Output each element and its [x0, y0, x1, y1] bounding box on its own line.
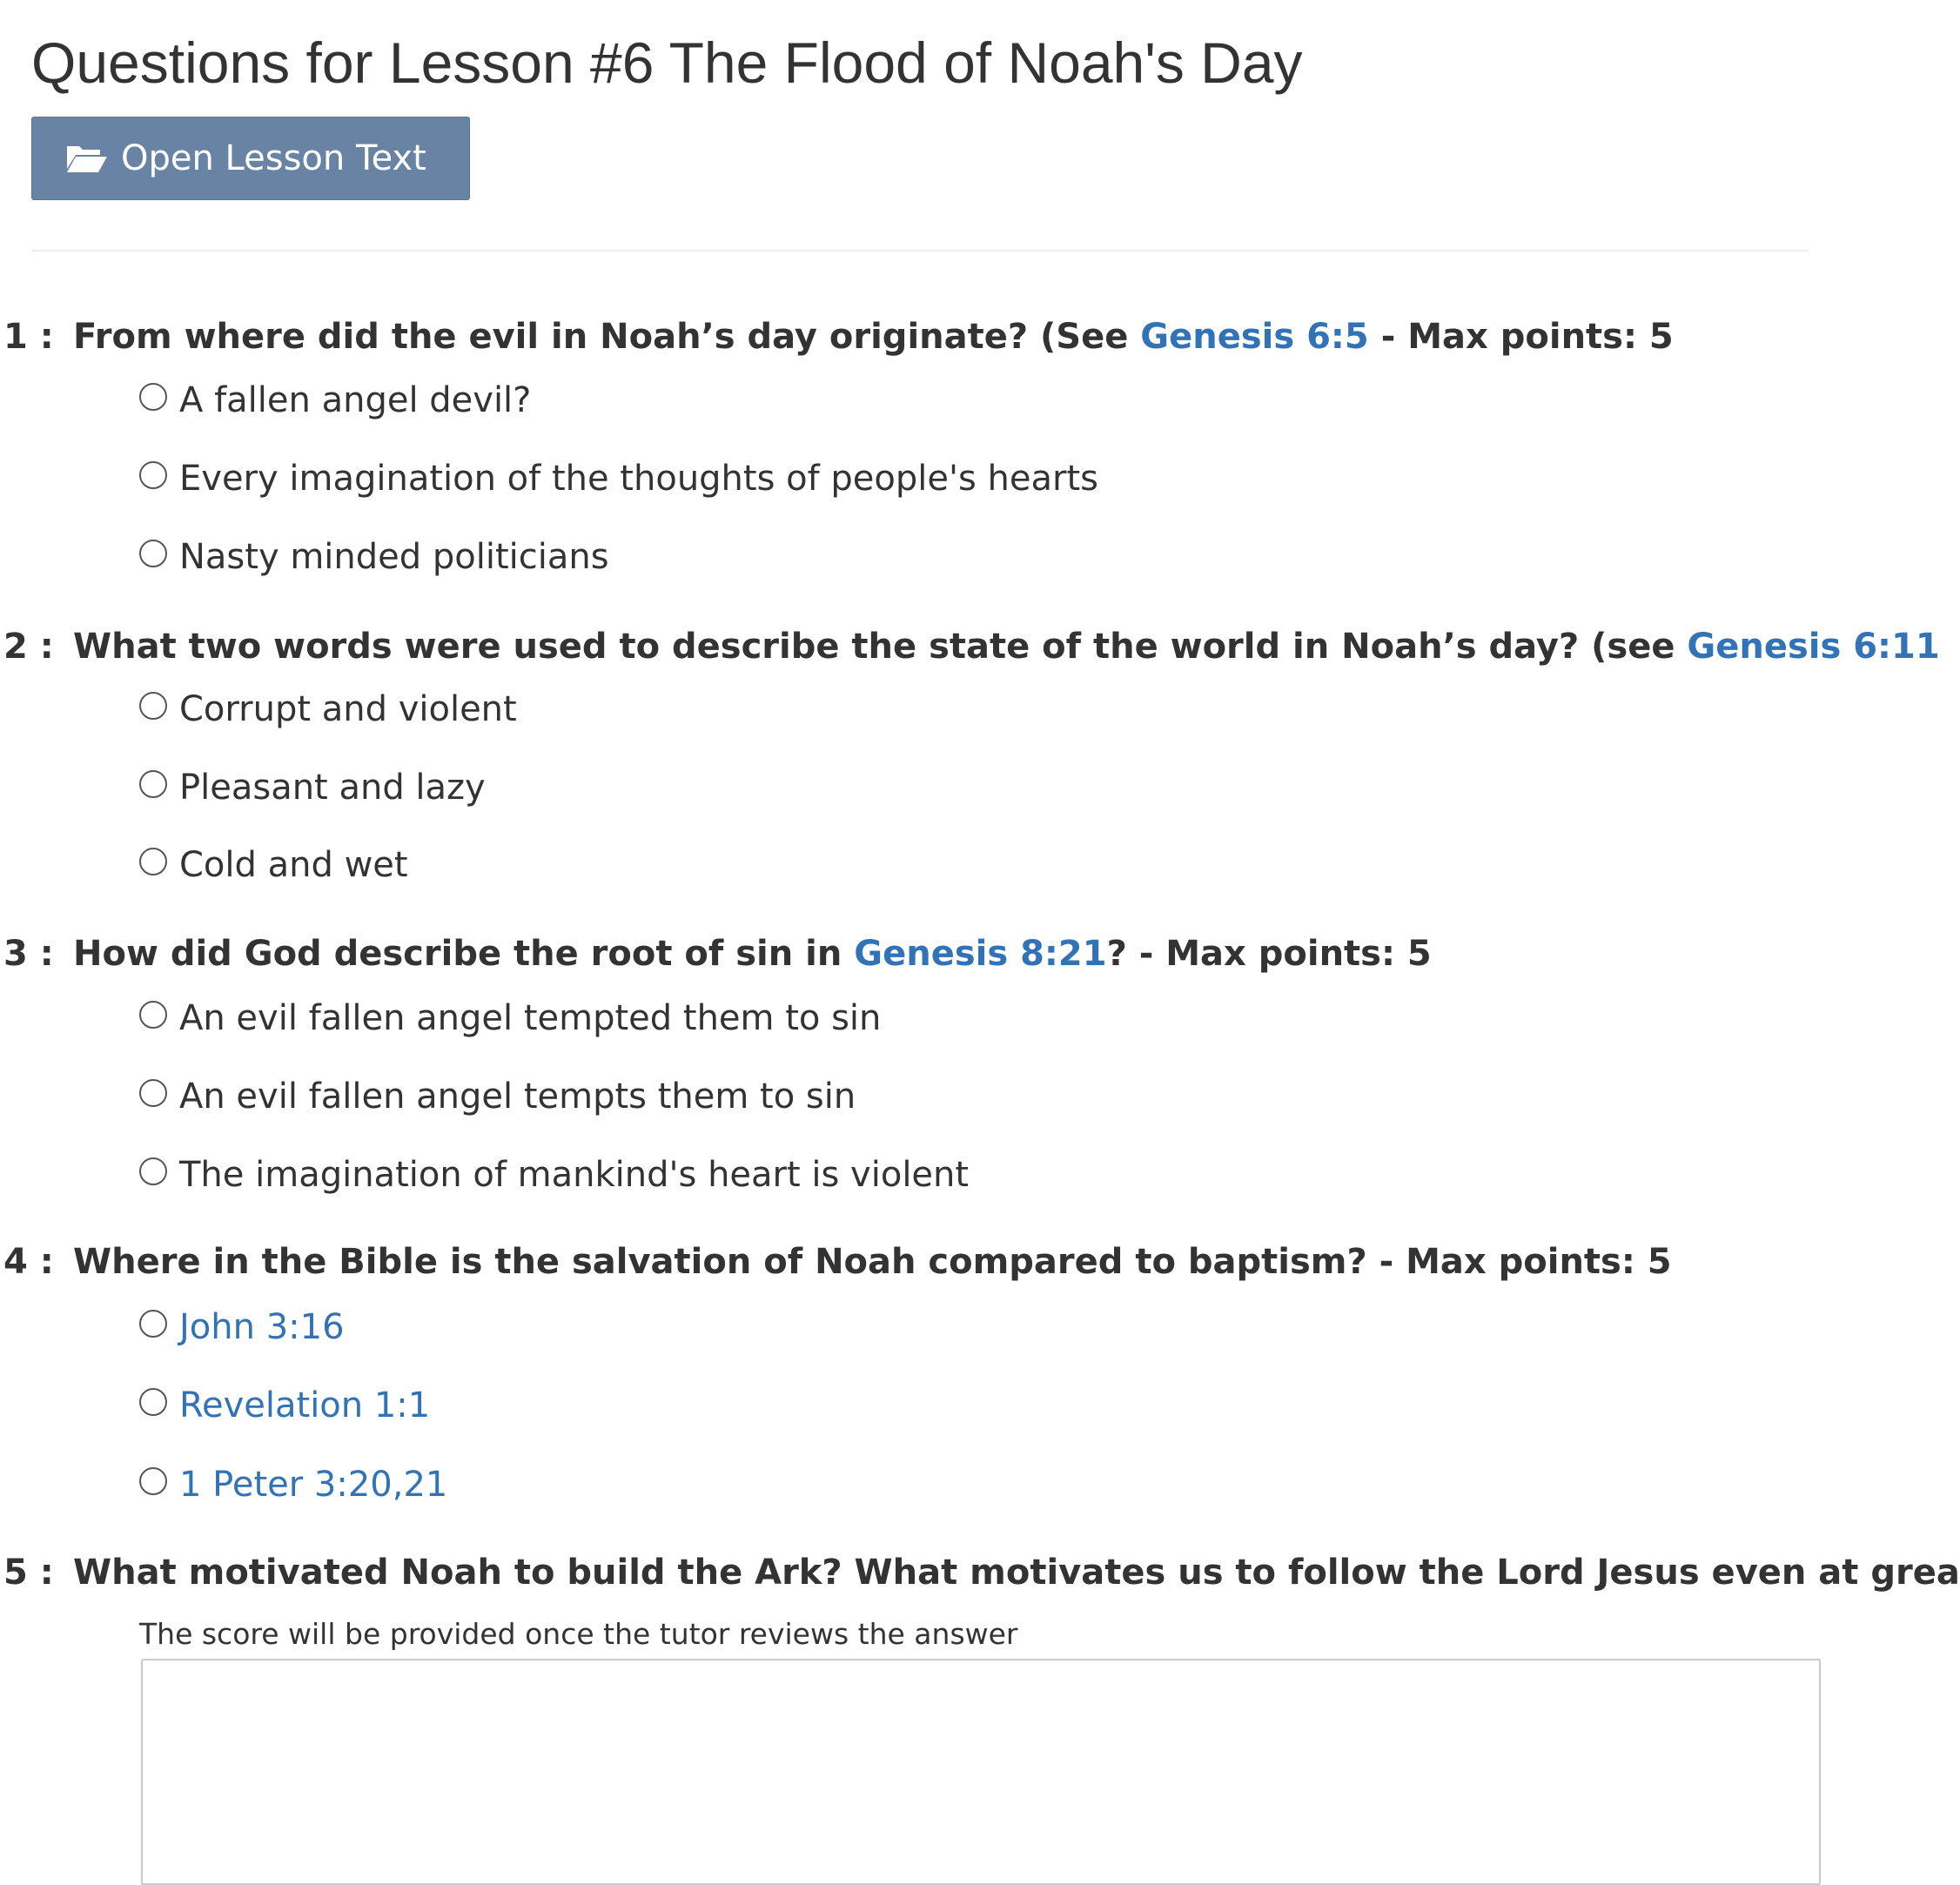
radio-button[interactable] [139, 770, 167, 798]
radio-button[interactable] [139, 1079, 167, 1107]
answer-textarea[interactable] [141, 1659, 1821, 1885]
answer-option[interactable] [139, 374, 531, 426]
option-label: Pleasant and lazy [179, 768, 486, 808]
answer-option[interactable] [139, 683, 517, 735]
question-text-after: ? - Max points: 5 [1106, 934, 1432, 974]
open-lesson-text-button[interactable] [31, 117, 470, 200]
question-text [73, 311, 1674, 363]
radio-button[interactable] [139, 1001, 167, 1029]
question-text [73, 928, 1432, 980]
question-number: 2 : [3, 627, 54, 667]
question-number: 5 : [3, 1553, 54, 1593]
open-lesson-text-label: Open Lesson Text [121, 138, 426, 178]
option-label: An evil fallen angel tempted them to sin [179, 998, 882, 1038]
answer-option[interactable] [139, 1459, 447, 1511]
question-text: Where in the Bible is the salvation of Noah compared to baptism? - Max points: 5 [73, 1242, 1672, 1282]
scripture-link[interactable]: John 3:16 [179, 1307, 345, 1347]
option-label: Corrupt and violent [179, 689, 517, 729]
answer-option[interactable] [139, 839, 408, 891]
radio-button[interactable] [139, 692, 167, 720]
answer-option[interactable] [139, 992, 881, 1044]
radio-button[interactable] [139, 383, 167, 411]
question-number: 1 : [3, 317, 54, 357]
option-label: Nasty minded politicians [179, 537, 609, 577]
scripture-link[interactable]: 1 Peter 3:20,21 [179, 1465, 448, 1505]
answer-option[interactable] [139, 1149, 969, 1201]
option-label: A fallen angel devil? [179, 380, 532, 420]
question-number: 3 : [3, 934, 54, 974]
option-label: Every imagination of the thoughts of people's hearts [179, 459, 1098, 499]
radio-button[interactable] [139, 540, 167, 567]
radio-button[interactable] [139, 1310, 167, 1338]
option-label: An evil fallen angel tempts them to sin [179, 1077, 856, 1117]
score-note: The score will be provided once the tutor reviews the answer [139, 1617, 1018, 1651]
question-number: 4 : [3, 1242, 54, 1282]
folder-open-icon [65, 143, 109, 174]
question-text-before: What two words were used to describe the state of the world in Noah’s day? (see [73, 627, 1688, 667]
question-text-before: From where did the evil in Noah’s day originate? (See [73, 317, 1141, 357]
radio-button[interactable] [139, 848, 167, 875]
scripture-link[interactable]: Genesis 6:11 [1687, 627, 1940, 667]
answer-option[interactable] [139, 761, 486, 814]
page-title: Questions for Lesson #6 The Flood of Noah's Day [31, 30, 1303, 95]
question-text: What motivated Noah to build the Ark? What motivates us to follow the Lord Jesus even at grea [73, 1553, 1960, 1593]
question-text-after: - Max points: 5 [1368, 317, 1674, 357]
scripture-link[interactable]: Genesis 6:5 [1140, 317, 1369, 357]
answer-option[interactable] [139, 453, 1098, 505]
answer-option[interactable] [139, 531, 609, 583]
question-text [73, 621, 1940, 673]
radio-button[interactable] [139, 1388, 167, 1416]
radio-button[interactable] [139, 1467, 167, 1495]
answer-option[interactable] [139, 1379, 430, 1432]
radio-button[interactable] [139, 1157, 167, 1185]
divider [31, 250, 1809, 252]
answer-option[interactable] [139, 1070, 856, 1123]
option-label: The imagination of mankind's heart is violent [179, 1155, 970, 1195]
radio-button[interactable] [139, 461, 167, 489]
question-text-before: How did God describe the root of sin in [73, 934, 855, 974]
option-label: Cold and wet [179, 845, 408, 885]
answer-option[interactable] [139, 1301, 345, 1353]
scripture-link[interactable]: Genesis 8:21 [854, 934, 1107, 974]
scripture-link[interactable]: Revelation 1:1 [179, 1385, 431, 1425]
